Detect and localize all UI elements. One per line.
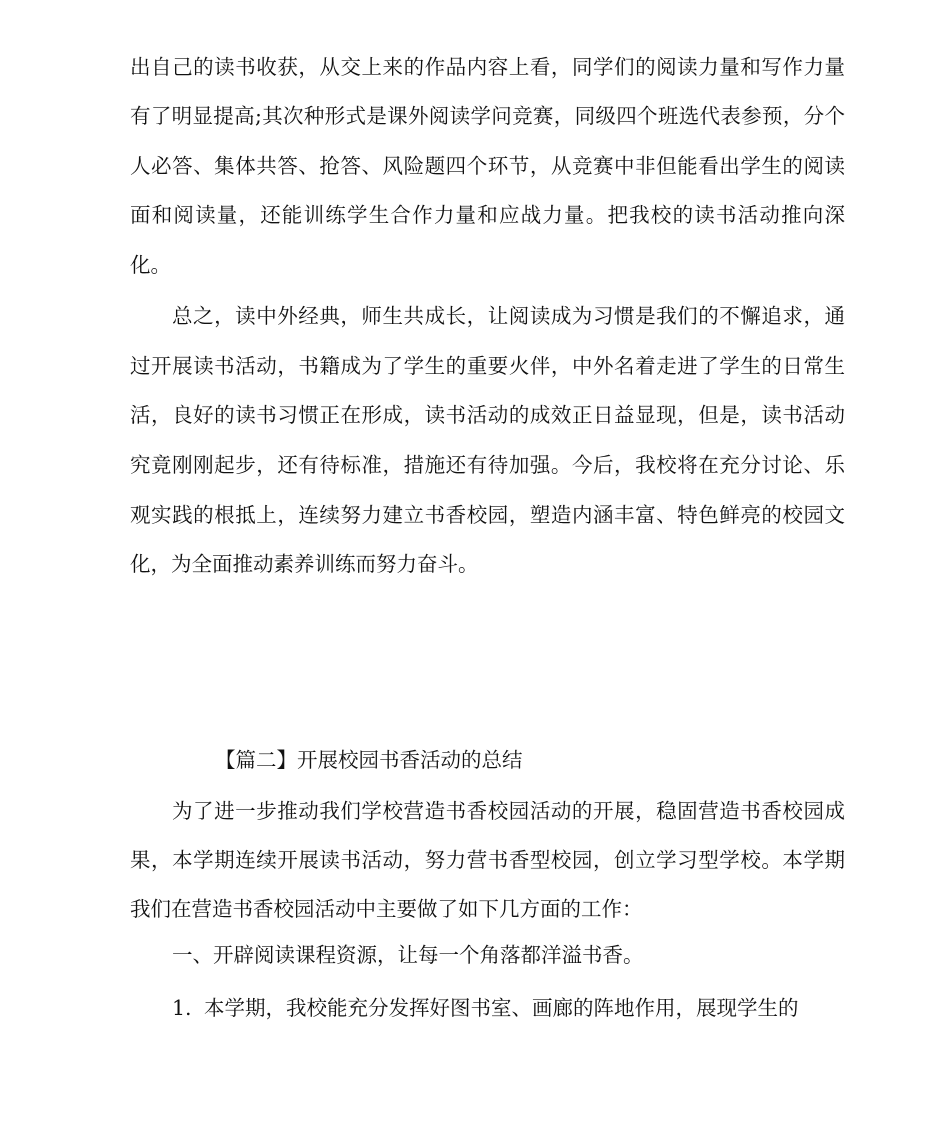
paragraph-line: 活，良好的读书习惯正在形成，读书活动的成效正日益显现，但是，读书活动	[130, 403, 845, 427]
paragraph-line: 人必答、集体共答、抢答、风险题四个环节，从竞赛中非但能看出学生的阅读	[130, 154, 845, 178]
paragraph-line: 观实践的根抵上，连续努力建立书香校园，塑造内涵丰富、特色鲜亮的校园文	[130, 503, 845, 527]
paragraph-line: 面和阅读量，还能训练学生合作力量和应战力量。把我校的读书活动推向深	[130, 203, 845, 227]
paragraph-line: 过开展读书活动，书籍成为了学生的重要火伴，中外名着走进了学生的日常生	[130, 354, 845, 378]
paragraph-line: 果，本学期连续开展读书活动，努力营书香型校园，创立学习型学校。本学期	[130, 848, 845, 872]
paragraph-line: 我们在营造书香校园活动中主要做了如下几方面的工作：	[130, 897, 643, 921]
paragraph-line: 为了进一步推动我们学校营造书香校园活动的开展，稳固营造书香校园成	[172, 799, 845, 823]
paragraph-line: 有了明显提高;其次种形式是课外阅读学问竞赛，同级四个班选代表参预，分个	[130, 104, 845, 128]
paragraph-line: 化，为全面推动素养训练而努力奋斗。	[130, 552, 479, 576]
paragraph-line: 出自己的读书收获，从交上来的作品内容上看，同学们的阅读力量和写作力量	[130, 55, 845, 79]
list-item-number: 1.	[172, 996, 192, 1020]
subheading: 一、开辟阅读课程资源，让每一个角落都洋溢书香。	[172, 943, 644, 967]
section-heading: 【篇二】开展校园书香活动的总结	[215, 748, 523, 772]
paragraph-line: 总之，读中外经典，师生共成长，让阅读成为习惯是我们的不懈追求，通	[172, 304, 845, 328]
list-item-text: 本学期，我校能充分发挥好图书室、画廊的阵地作用，展现学生的	[204, 996, 799, 1020]
paragraph-line: 化。	[130, 253, 171, 277]
paragraph-line: 究竟刚刚起步，还有待标准，措施还有待加强。今后，我校将在充分讨论、乐	[130, 453, 845, 477]
